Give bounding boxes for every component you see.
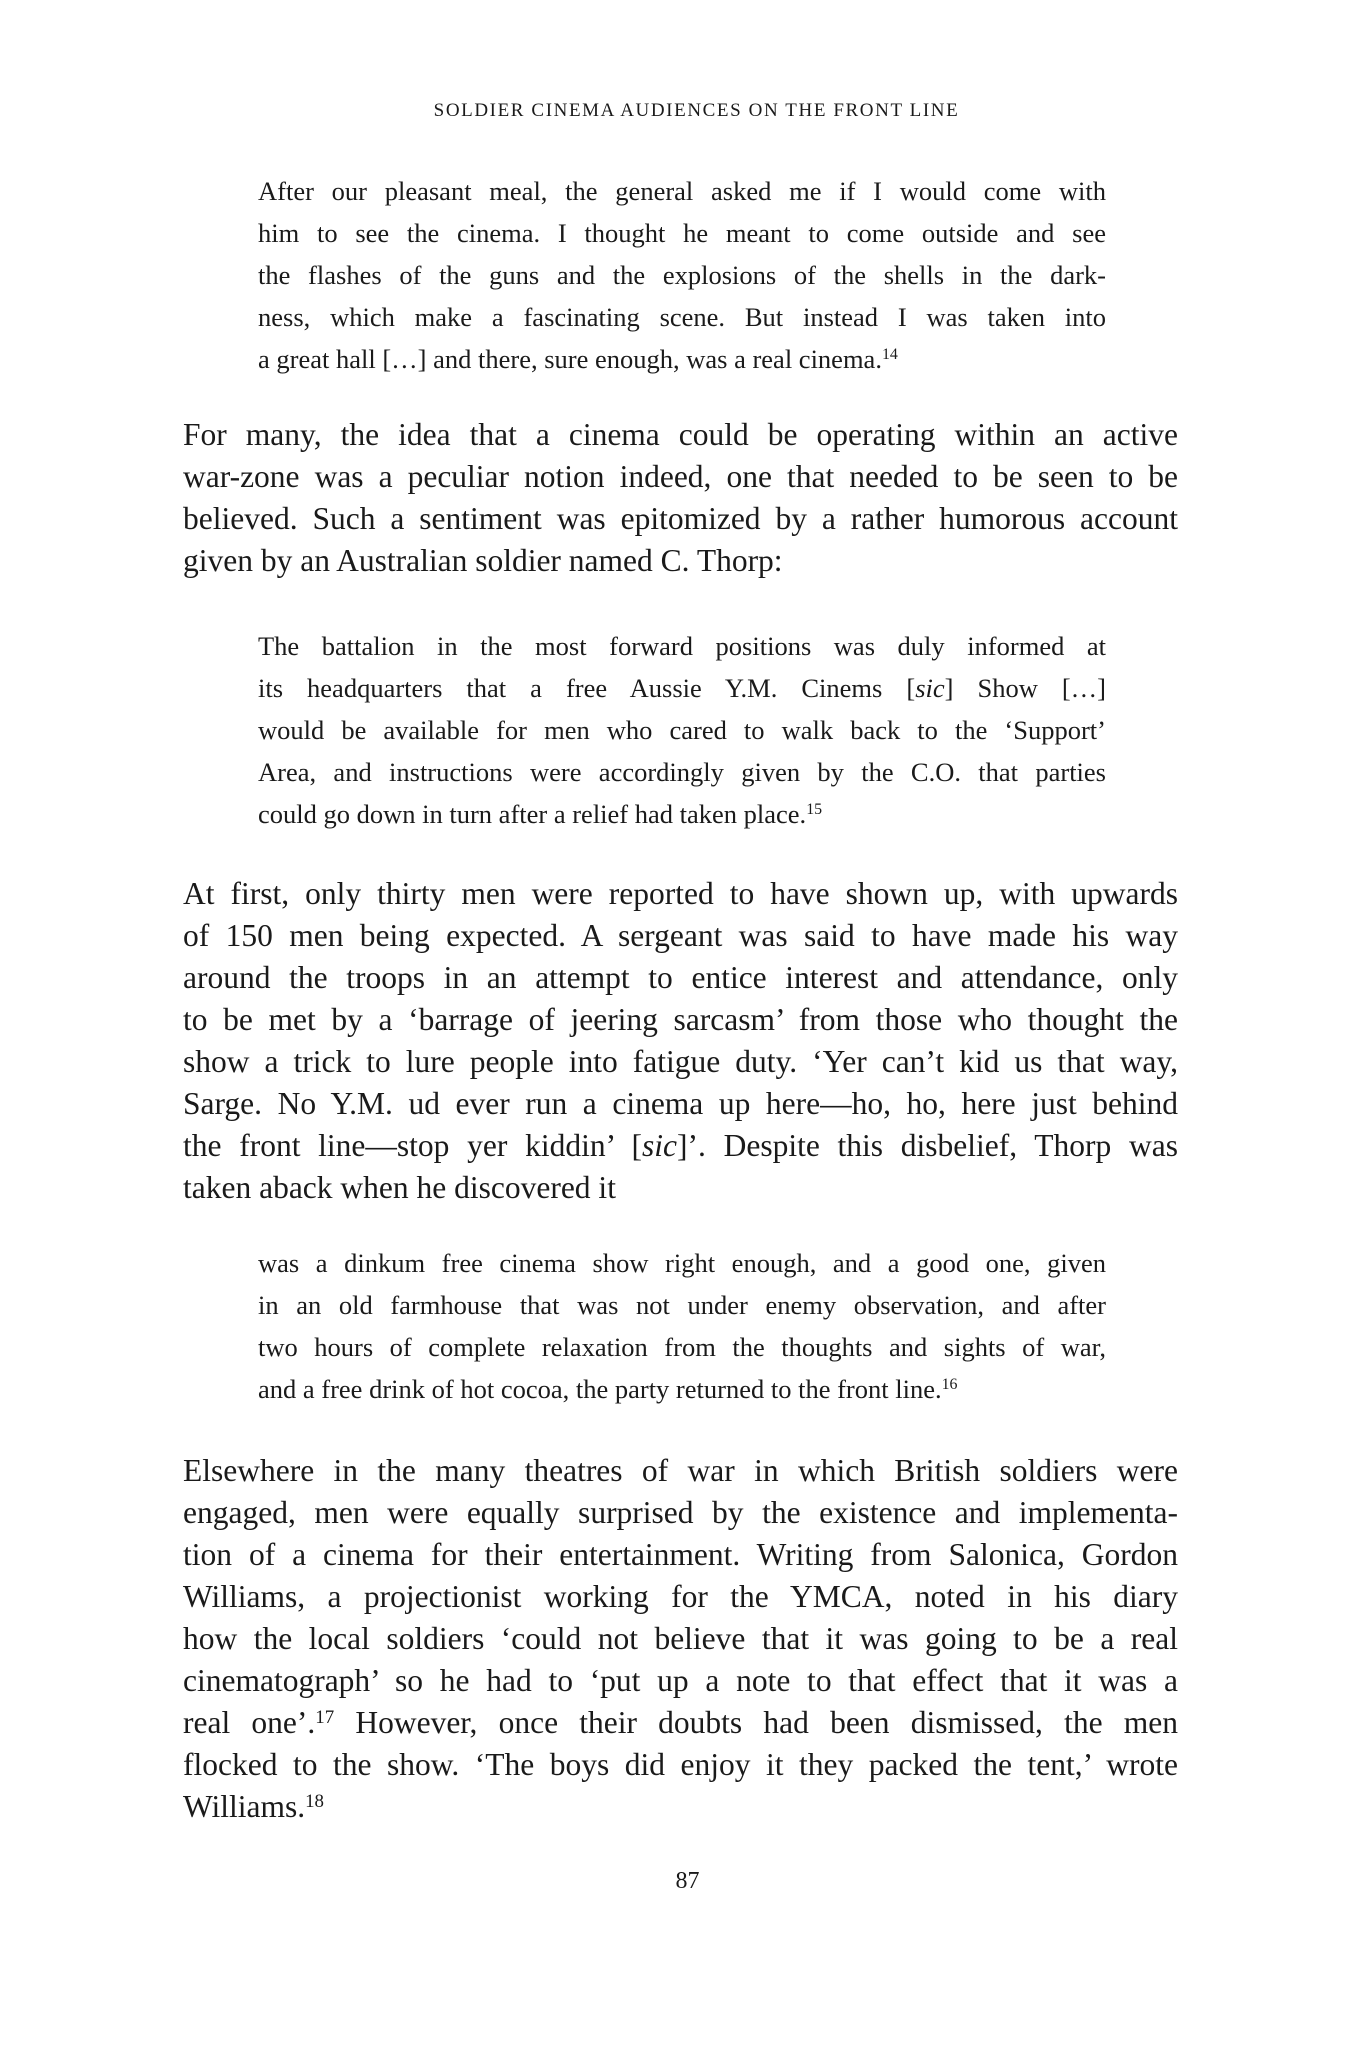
quote-line: its headquarters that a free Aussie Y.M. Cinems [sic] Show […] (258, 673, 1106, 703)
footnote-ref-17[interactable]: 17 (315, 1706, 335, 1728)
quote-line: the flashes of the guns and the explosions of the shells in the dark- (258, 260, 1106, 290)
footnote-ref-14[interactable]: 14 (881, 346, 898, 364)
quote-text: and a free drink of hot cocoa, the party returned to the front line. (258, 1374, 942, 1404)
paragraph-line: believed. Such a sentiment was epitomized by a rather humorous account (183, 501, 1178, 536)
quote-text: its headquarters that a free Aussie Y.M. Cinems (258, 673, 907, 703)
quote-line: would be available for men who cared to walk back to the ‘Support’ (258, 715, 1106, 745)
block-quote-general (258, 170, 1106, 380)
paragraph-line: flocked to the show. ‘The boys did enjoy it they packed the tent,’ wrote (183, 1747, 1178, 1782)
quote-line: two hours of complete relaxation from the thoughts and sights of war, (258, 1332, 1106, 1362)
sic-marker: sic (915, 673, 945, 703)
quote-text: a great hall […] and there, sure enough, was a real cinema. (258, 344, 882, 374)
paragraph-line (183, 1702, 1178, 1744)
paragraph-line: At first, only thirty men were reported to have shown up, with upwards (183, 876, 1178, 911)
quote-line: him to see the cinema. I thought he meant to come outside and see (258, 218, 1106, 248)
footnote-ref-16[interactable]: 16 (941, 1376, 958, 1394)
footnote-ref-15[interactable]: 15 (806, 801, 823, 819)
quote-line: Area, and instructions were accordingly given by the C.O. that parties (258, 757, 1106, 787)
quote-text: Show […] (953, 673, 1106, 703)
block-quote-thorp (258, 625, 1106, 835)
paragraph-line: war-zone was a peculiar notion indeed, one that needed to be seen to be (183, 459, 1178, 494)
page-number: 87 (675, 1868, 700, 1894)
paragraph-text: Williams. (183, 1789, 306, 1824)
running-head: SOLDIER CINEMA AUDIENCES ON THE FRONT LINE (433, 100, 960, 121)
paragraph-salonica (183, 1450, 1178, 1828)
paragraph-line: of 150 men being expected. A sergeant was said to have made his way (183, 918, 1178, 953)
paragraph-thorp-intro (183, 414, 1178, 582)
paragraph-text: real one’. (183, 1705, 316, 1740)
sic-marker: sic (642, 1128, 677, 1163)
quote-text: could go down in turn after a relief had taken place. (258, 799, 807, 829)
paragraph-sergeant (183, 873, 1178, 1209)
paragraph-line: the front line—stop yer kiddin’ [sic]’. Despite this disbelief, Thorp was (183, 1128, 1178, 1163)
paragraph-line: Williams, a projectionist working for the YMCA, noted in his diary (183, 1579, 1178, 1614)
paragraph-line: For many, the idea that a cinema could be operating within an active (183, 417, 1178, 452)
paragraph-line: Sarge. No Y.M. ud ever run a cinema up here—ho, ho, here just behind (183, 1086, 1178, 1121)
quote-line (258, 793, 1106, 835)
paragraph-line: taken aback when he discovered it (183, 1170, 616, 1205)
paragraph-line: show a trick to lure people into fatigue duty. ‘Yer can’t kid us that way, (183, 1044, 1178, 1079)
quote-line (258, 338, 1106, 380)
paragraph-line: Elsewhere in the many theatres of war in which British soldiers were (183, 1453, 1178, 1488)
paragraph-line (183, 1786, 1178, 1828)
paragraph-line: cinematograph’ so he had to ‘put up a note to that effect that it was a (183, 1663, 1178, 1698)
quote-line: After our pleasant meal, the general asked me if I would come with (258, 176, 1106, 206)
quote-line: in an old farmhouse that was not under enemy observation, and after (258, 1290, 1106, 1320)
paragraph-line: given by an Australian soldier named C. Thorp: (183, 543, 783, 578)
footnote-ref-18[interactable]: 18 (305, 1790, 324, 1812)
paragraph-line: how the local soldiers ‘could not believe that it was going to be a real (183, 1621, 1178, 1656)
paragraph-line: to be met by a ‘barrage of jeering sarcasm’ from those who thought the (183, 1002, 1178, 1037)
quote-line: was a dinkum free cinema show right enough, and a good one, given (258, 1248, 1106, 1278)
paragraph-text: However, once their doubts had been dismissed, the men (334, 1705, 1178, 1740)
paragraph-text: ’. Despite this disbelief, Thorp was (687, 1128, 1178, 1163)
quote-line: ness, which make a fascinating scene. But instead I was taken into (258, 302, 1106, 332)
quote-line: The battalion in the most forward positions was duly informed at (258, 631, 1106, 661)
paragraph-line: tion of a cinema for their entertainment. Writing from Salonica, Gordon (183, 1537, 1178, 1572)
paragraph-line: around the troops in an attempt to entice interest and attendance, only (183, 960, 1178, 995)
paragraph-text: the front line—stop yer kiddin’ (183, 1128, 632, 1163)
block-quote-dinkum (258, 1242, 1106, 1410)
paragraph-line: engaged, men were equally surprised by the existence and implementa- (183, 1495, 1178, 1530)
quote-line (258, 1368, 1106, 1410)
